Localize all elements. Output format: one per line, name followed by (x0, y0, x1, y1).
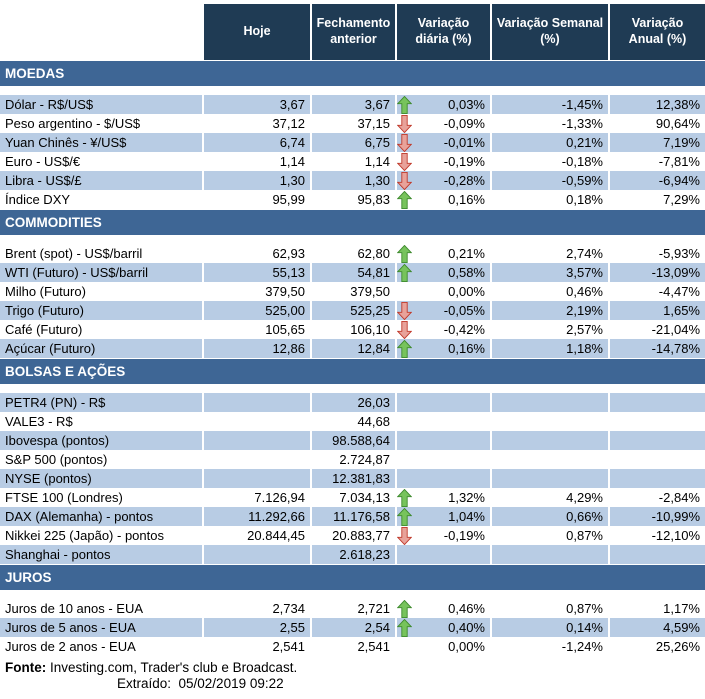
row-label: Peso argentino - $/US$ (5, 116, 141, 131)
table-row (0, 263, 705, 282)
table-row (0, 488, 705, 507)
variacao-semanal-value (492, 545, 608, 564)
fechamento-anterior-value: 6,75 (312, 133, 395, 152)
source-line (0, 660, 705, 676)
fechamento-anterior-value: 2,721 (357, 601, 390, 616)
hoje-value: 2,734 (272, 601, 305, 616)
variacao-anual-value: 25,26% (655, 639, 700, 654)
variacao-anual-value: -7,81% (658, 154, 700, 169)
row-label: Nikkei 225 (Japão) - pontos (5, 528, 164, 543)
table-row (0, 618, 705, 637)
variacao-diaria-cell (397, 152, 490, 171)
hoje-value: 2,55 (204, 618, 310, 637)
column-header-variacao-semanal: Variação Semanal (%) (492, 4, 608, 60)
fechamento-anterior-value: 106,10 (350, 322, 390, 337)
variacao-semanal-value (492, 469, 608, 488)
row-label: Índice DXY (5, 192, 71, 207)
variacao-anual-value: -13,09% (610, 263, 705, 282)
table-row (0, 431, 705, 450)
table-body (0, 61, 705, 656)
column-headers (204, 4, 705, 60)
table-row (0, 244, 705, 263)
variacao-diaria-cell (397, 244, 490, 263)
variacao-diaria-cell (397, 301, 490, 320)
variacao-diaria-value: 0,16% (448, 341, 485, 356)
variacao-diaria-value: -0,28% (443, 173, 485, 188)
section-header-bolsas-e-acoes: BOLSAS E AÇÕES (0, 359, 705, 384)
row-label: FTSE 100 (Londres) (5, 490, 123, 505)
table-row (0, 507, 705, 526)
variacao-diaria-cell (397, 320, 490, 339)
fechamento-anterior-value: 11.176,58 (312, 507, 395, 526)
table-row (0, 190, 705, 209)
row-label: Juros de 2 anos - EUA (5, 639, 136, 654)
table-row (0, 95, 705, 114)
variacao-diaria-cell (397, 488, 490, 507)
hoje-value (204, 469, 310, 488)
variacao-anual-value: 4,59% (610, 618, 705, 637)
variacao-diaria-value: 0,40% (448, 620, 485, 635)
up-arrow-icon (397, 489, 414, 507)
variacao-diaria-cell (397, 618, 490, 637)
variacao-diaria-cell (397, 526, 490, 545)
variacao-diaria-value: -0,01% (443, 135, 485, 150)
row-label: DAX (Alemanha) - pontos (0, 507, 202, 526)
fechamento-anterior-value: 12,84 (312, 339, 395, 358)
down-arrow-icon (397, 115, 414, 133)
fechamento-anterior-value: 44,68 (357, 414, 390, 429)
down-arrow-icon (397, 153, 414, 171)
hoje-value (204, 545, 310, 564)
variacao-semanal-value: -1,45% (492, 95, 608, 114)
variacao-diaria-cell (397, 507, 490, 526)
variacao-diaria-cell (397, 133, 490, 152)
variacao-diaria-value: -0,42% (443, 322, 485, 337)
variacao-diaria-cell (397, 545, 490, 564)
table-row (0, 282, 705, 301)
variacao-diaria-cell (397, 450, 490, 469)
fechamento-anterior-value: 379,50 (350, 284, 390, 299)
variacao-diaria-cell (397, 637, 490, 656)
fechamento-anterior-value: 98.588,64 (312, 431, 395, 450)
variacao-diaria-value: 0,16% (448, 192, 485, 207)
variacao-semanal-value: 2,74% (566, 246, 603, 261)
variacao-semanal-value: -0,18% (561, 154, 603, 169)
hoje-value (204, 450, 310, 469)
fechamento-anterior-value: 525,25 (312, 301, 395, 320)
down-arrow-icon (397, 134, 414, 152)
variacao-diaria-value: 0,00% (448, 284, 485, 299)
row-label: Juros de 10 anos - EUA (5, 601, 144, 616)
table-row (0, 301, 705, 320)
variacao-semanal-value: 1,18% (492, 339, 608, 358)
variacao-anual-value (610, 412, 705, 431)
row-label: VALE3 - R$ (5, 414, 73, 429)
fonte-text: Investing.com, Trader's club e Broadcast. (46, 660, 298, 675)
row-label: Libra - US$/£ (0, 171, 202, 190)
up-arrow-icon (397, 96, 414, 114)
variacao-semanal-value: -1,33% (561, 116, 603, 131)
variacao-diaria-value: 0,46% (448, 601, 485, 616)
variacao-semanal-value: 0,66% (492, 507, 608, 526)
table-row (0, 393, 705, 412)
row-label: Ibovespa (pontos) (0, 431, 202, 450)
table-row (0, 545, 705, 564)
table-row (0, 599, 705, 618)
table-row (0, 133, 705, 152)
fechamento-anterior-value: 12.381,83 (312, 469, 395, 488)
variacao-anual-value: 1,65% (610, 301, 705, 320)
variacao-semanal-value (492, 450, 608, 469)
variacao-anual-value: -2,84% (658, 490, 700, 505)
table-row (0, 637, 705, 656)
variacao-anual-value: -12,10% (651, 528, 700, 543)
table-row (0, 171, 705, 190)
fechamento-anterior-value: 3,67 (312, 95, 395, 114)
up-arrow-icon (397, 340, 414, 358)
variacao-diaria-value: -0,19% (443, 528, 485, 543)
variacao-semanal-value: 0,87% (566, 528, 603, 543)
column-header-variacao-diaria: Variação diária (%) (397, 4, 490, 60)
variacao-anual-value: 90,64% (655, 116, 700, 131)
variacao-diaria-cell (397, 469, 490, 488)
variacao-anual-value: 7,29% (663, 192, 700, 207)
section-header-moedas: MOEDAS (0, 61, 705, 86)
variacao-semanal-value: 3,57% (492, 263, 608, 282)
variacao-diaria-cell (397, 393, 490, 412)
fechamento-anterior-value: 62,80 (357, 246, 390, 261)
variacao-diaria-value: -0,09% (443, 116, 485, 131)
table-row (0, 152, 705, 171)
variacao-anual-value: -4,47% (658, 284, 700, 299)
variacao-diaria-cell (397, 263, 490, 282)
variacao-diaria-value: 0,58% (448, 265, 485, 280)
row-label: Shanghai - pontos (0, 545, 202, 564)
fechamento-anterior-value: 2,541 (357, 639, 390, 654)
variacao-semanal-value: 0,14% (492, 618, 608, 637)
table-row (0, 450, 705, 469)
hoje-value: 20.844,45 (247, 528, 305, 543)
variacao-semanal-value: 2,19% (492, 301, 608, 320)
down-arrow-icon (397, 172, 414, 190)
table-row (0, 114, 705, 133)
hoje-value: 11.292,66 (204, 507, 310, 526)
hoje-value: 1,30 (204, 171, 310, 190)
hoje-value: 379,50 (265, 284, 305, 299)
variacao-semanal-value: 2,57% (566, 322, 603, 337)
row-label: Euro - US$/€ (5, 154, 81, 169)
hoje-value: 3,67 (204, 95, 310, 114)
extraction-timestamp: Extraído: 05/02/2019 09:22 (117, 676, 284, 691)
variacao-anual-value (610, 450, 705, 469)
hoje-value: 105,65 (265, 322, 305, 337)
row-label: Dólar - R$/US$ (0, 95, 202, 114)
variacao-anual-value: 12,38% (610, 95, 705, 114)
table-row (0, 320, 705, 339)
hoje-value (204, 431, 310, 450)
variacao-anual-value (610, 545, 705, 564)
variacao-diaria-cell (397, 190, 490, 209)
up-arrow-icon (397, 191, 414, 209)
up-arrow-icon (397, 600, 414, 618)
column-header-hoje: Hoje (204, 4, 310, 60)
variacao-anual-value: -6,94% (610, 171, 705, 190)
row-label: NYSE (pontos) (0, 469, 202, 488)
variacao-semanal-value: -0,59% (492, 171, 608, 190)
variacao-anual-value: 7,19% (610, 133, 705, 152)
variacao-diaria-value: -0,19% (443, 154, 485, 169)
hoje-value: 6,74 (204, 133, 310, 152)
row-label: Yuan Chinês - ¥/US$ (0, 133, 202, 152)
down-arrow-icon (397, 321, 414, 339)
row-label: S&P 500 (pontos) (5, 452, 108, 467)
row-label: Milho (Futuro) (5, 284, 86, 299)
variacao-anual-value: 1,17% (663, 601, 700, 616)
down-arrow-icon (397, 302, 414, 320)
down-arrow-icon (397, 527, 414, 545)
hoje-value (204, 412, 310, 431)
variacao-semanal-value (492, 431, 608, 450)
variacao-diaria-cell (397, 412, 490, 431)
column-header-variacao-anual: Variação Anual (%) (610, 4, 705, 60)
hoje-value: 95,99 (272, 192, 305, 207)
column-header-fechamento-anterior: Fechamento anterior (312, 4, 395, 60)
hoje-value: 525,00 (204, 301, 310, 320)
fechamento-anterior-value: 37,15 (357, 116, 390, 131)
variacao-diaria-cell (397, 282, 490, 301)
variacao-anual-value: -10,99% (610, 507, 705, 526)
table-row (0, 526, 705, 545)
fechamento-anterior-value: 26,03 (312, 393, 395, 412)
variacao-semanal-value: -1,24% (561, 639, 603, 654)
variacao-anual-value (610, 393, 705, 412)
fechamento-anterior-value: 2.618,23 (312, 545, 395, 564)
fechamento-anterior-value: 95,83 (357, 192, 390, 207)
variacao-anual-value: -21,04% (651, 322, 700, 337)
up-arrow-icon (397, 508, 414, 526)
footer (0, 660, 705, 692)
row-label: Juros de 5 anos - EUA (0, 618, 202, 637)
table-row (0, 412, 705, 431)
variacao-semanal-value: 0,87% (566, 601, 603, 616)
up-arrow-icon (397, 264, 414, 282)
row-label: WTI (Futuro) - US$/barril (0, 263, 202, 282)
variacao-diaria-value: -0,05% (443, 303, 485, 318)
variacao-anual-value (610, 431, 705, 450)
hoje-value (204, 393, 310, 412)
variacao-anual-value: -14,78% (610, 339, 705, 358)
fechamento-anterior-value: 20.883,77 (332, 528, 390, 543)
variacao-anual-value: -5,93% (658, 246, 700, 261)
variacao-diaria-value: 1,04% (448, 509, 485, 524)
section-header-commodities: COMMODITIES (0, 210, 705, 235)
fechamento-anterior-value: 1,14 (364, 154, 390, 169)
row-label: Café (Futuro) (5, 322, 83, 337)
variacao-diaria-cell (397, 95, 490, 114)
variacao-anual-value (610, 469, 705, 488)
variacao-semanal-value: 0,18% (566, 192, 603, 207)
variacao-diaria-cell (397, 171, 490, 190)
variacao-semanal-value (492, 393, 608, 412)
row-label: PETR4 (PN) - R$ (0, 393, 202, 412)
variacao-diaria-value: 0,21% (448, 246, 485, 261)
fechamento-anterior-value: 7.034,13 (339, 490, 390, 505)
variacao-diaria-cell (397, 599, 490, 618)
fechamento-anterior-value: 1,30 (312, 171, 395, 190)
fechamento-anterior-value: 2.724,87 (339, 452, 390, 467)
variacao-diaria-value: 0,00% (448, 639, 485, 654)
up-arrow-icon (397, 619, 414, 637)
variacao-diaria-cell (397, 431, 490, 450)
hoje-value: 62,93 (272, 246, 305, 261)
hoje-value: 7.126,94 (254, 490, 305, 505)
row-label: Brent (spot) - US$/barril (5, 246, 143, 261)
row-label: Trigo (Futuro) (0, 301, 202, 320)
section-header-juros: JUROS (0, 565, 705, 590)
fechamento-anterior-value: 2,54 (312, 618, 395, 637)
hoje-value: 55,13 (204, 263, 310, 282)
hoje-value: 1,14 (279, 154, 305, 169)
table-row (0, 469, 705, 488)
variacao-semanal-value (492, 412, 608, 431)
row-label: Açúcar (Futuro) (0, 339, 202, 358)
variacao-semanal-value: 4,29% (566, 490, 603, 505)
up-arrow-icon (397, 245, 414, 263)
hoje-value: 37,12 (272, 116, 305, 131)
fonte-label: Fonte: (5, 660, 47, 675)
variacao-diaria-value: 1,32% (448, 490, 485, 505)
variacao-semanal-value: 0,21% (492, 133, 608, 152)
variacao-semanal-value: 0,46% (566, 284, 603, 299)
variacao-diaria-cell (397, 339, 490, 358)
variacao-diaria-cell (397, 114, 490, 133)
table-row (0, 339, 705, 358)
fechamento-anterior-value: 54,81 (312, 263, 395, 282)
hoje-value: 12,86 (204, 339, 310, 358)
variacao-diaria-value: 0,03% (448, 97, 485, 112)
hoje-value: 2,541 (272, 639, 305, 654)
